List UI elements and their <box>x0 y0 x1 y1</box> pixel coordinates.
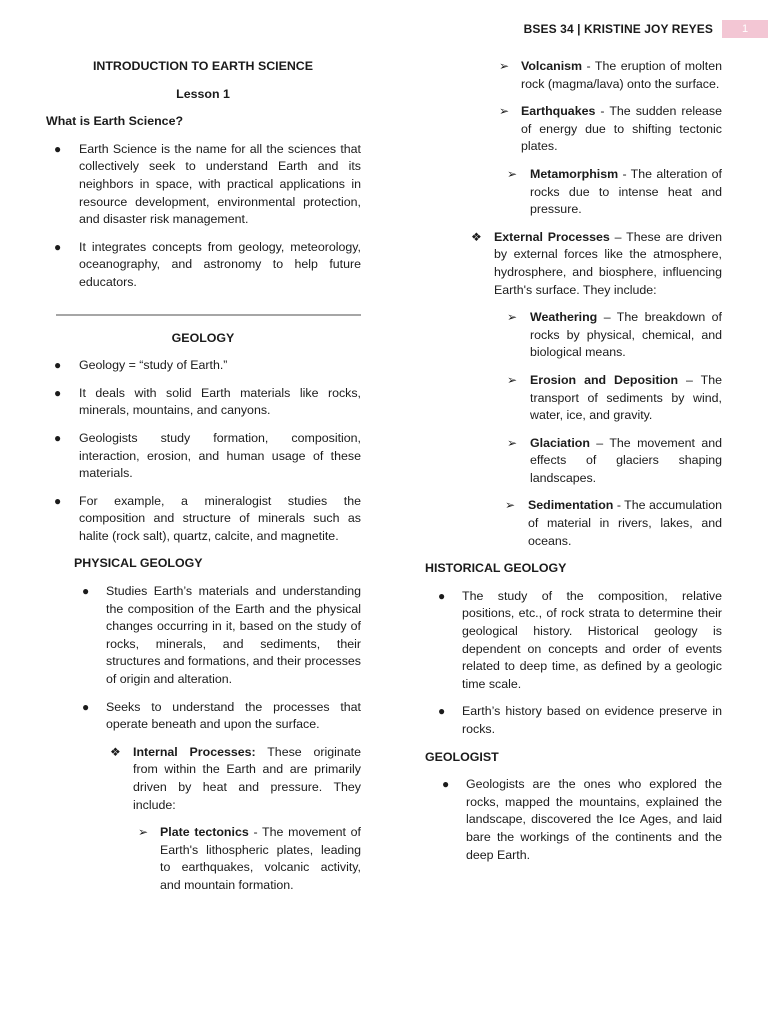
historical-geology-heading: HISTORICAL GEOLOGY <box>425 561 567 576</box>
geology-heading: GEOLOGY <box>171 330 235 345</box>
glaciation-item: ➢ Glaciation – The movement and effects of glaciers shaping landscapes. <box>507 435 722 485</box>
bullet-icon: ● <box>54 493 62 508</box>
document-title: INTRODUCTION TO EARTH SCIENCE <box>92 59 314 73</box>
sedimentation-item: ➢ Sedimentation - The accumulation of material in rivers, lakes, and oceans. <box>505 498 722 548</box>
erosion-deposition-item: ➢ Erosion and Deposition – The transport of sediments by wind, water, ice, and gravity. <box>507 372 722 423</box>
bullet-icon: ● <box>442 777 450 792</box>
bullet-icon: ● <box>82 584 90 599</box>
list-item: ● It integrates concepts from geology, meteorology, oceanography, and astronomy to help future educators. <box>54 239 361 289</box>
list-item: ● Studies Earth’s materials and understanding the composition of the Earth and the physical changes occurring in it, based on the study of rocks, minerals, and sediments, their structures and formations, and their processes of origin and alteration. <box>82 584 361 687</box>
bullet-icon: ● <box>82 699 90 714</box>
list-item: ● It deals with solid Earth materials like rocks, minerals, mountains, and canyons. <box>54 385 361 418</box>
list-item: ● Geologists are the ones who explored the rocks, mapped the mountains, explained the landscape, discovered the Ice Ages, and laid bare the workings of the continents and the deep Earth. <box>442 777 722 862</box>
arrow-bullet-icon: ➢ <box>507 372 518 387</box>
arrow-bullet-icon: ➢ <box>505 498 516 513</box>
page-header <box>524 20 768 38</box>
physical-geology-heading: PHYSICAL GEOLOGY <box>74 556 203 571</box>
volcanism-item: ➢ Volcanism - The eruption of molten rock (magma/lava) onto the surface. <box>499 59 722 91</box>
list-item: ● Earth Science is the name for all the sciences that collectively seek to understand Earth and its neighbors in space, with practical applications in resource development, environmental protection, and disaster risk management. <box>54 141 361 227</box>
list-item: ● Earth’s history based on evidence preserve in rocks. <box>438 704 722 736</box>
internal-processes-item: ❖ Internal Processes: These originate from within the Earth and are primarily driven by heat and pressure. They include: <box>110 744 361 812</box>
earthquakes-item: ➢ Earthquakes - The sudden release of energy due to shifting tectonic plates. <box>499 104 722 154</box>
list-item: ● The study of the composition, relative positions, etc., of rock strata to determine their geological history. Historical geology is dependent on concepts and order of events related to deep time, as defined by a geologic time scale. <box>438 588 722 691</box>
list-item: ● Seeks to understand the processes that operate beneath and upon the surface. <box>82 699 361 732</box>
bullet-icon: ● <box>438 704 446 719</box>
arrow-bullet-icon: ➢ <box>507 310 518 325</box>
arrow-bullet-icon: ➢ <box>507 166 518 181</box>
geologist-heading: GEOLOGIST <box>425 749 499 764</box>
arrow-bullet-icon: ➢ <box>507 435 518 450</box>
diamond-bullet-icon: ❖ <box>471 229 482 244</box>
metamorphism-item: ➢ Metamorphism - The alteration of rocks due to intense heat and pressure. <box>507 166 722 217</box>
bullet-icon: ● <box>54 385 62 400</box>
weathering-item: ➢ Weathering – The breakdown of rocks by physical, chemical, and biological means. <box>507 310 722 360</box>
header-title: BSES 34 | KRISTINE JOY REYES <box>523 22 713 36</box>
bullet-icon: ● <box>438 588 446 603</box>
list-item: ● Geologists study formation, composition, interaction, erosion, and human usage of these materials. <box>54 430 361 481</box>
external-processes-item: ❖ External Processes – These are driven by external forces like the atmosphere, hydrosphere, and biosphere, influencing Earth's surface. They include: <box>471 229 723 297</box>
page-number-badge: 1 <box>722 20 768 38</box>
arrow-bullet-icon: ➢ <box>499 59 510 73</box>
diamond-bullet-icon: ❖ <box>110 744 121 759</box>
arrow-bullet-icon: ➢ <box>138 825 149 840</box>
bullet-icon: ● <box>54 430 62 445</box>
list-item: ● For example, a mineralogist studies the composition and structure of minerals such as halite (rock salt), quartz, calcite, and magnetite. <box>54 493 361 543</box>
left-column <box>46 58 361 895</box>
bullet-icon: ● <box>54 239 62 254</box>
list-item: ● Geology = “study of Earth.” <box>46 357 361 375</box>
right-column <box>425 58 722 864</box>
section-divider <box>56 314 361 316</box>
bullet-icon: ● <box>54 141 62 156</box>
bullet-icon: ● <box>54 358 62 373</box>
lesson-label: Lesson 1 <box>176 86 230 101</box>
plate-tectonics-item: ➢ Plate tectonics - The movement of Earth's lithospheric plates, leading to earthquakes, volcanic activity, and mountain formation. <box>138 825 361 892</box>
arrow-bullet-icon: ➢ <box>499 104 510 119</box>
section-question: What is Earth Science? <box>46 114 184 129</box>
